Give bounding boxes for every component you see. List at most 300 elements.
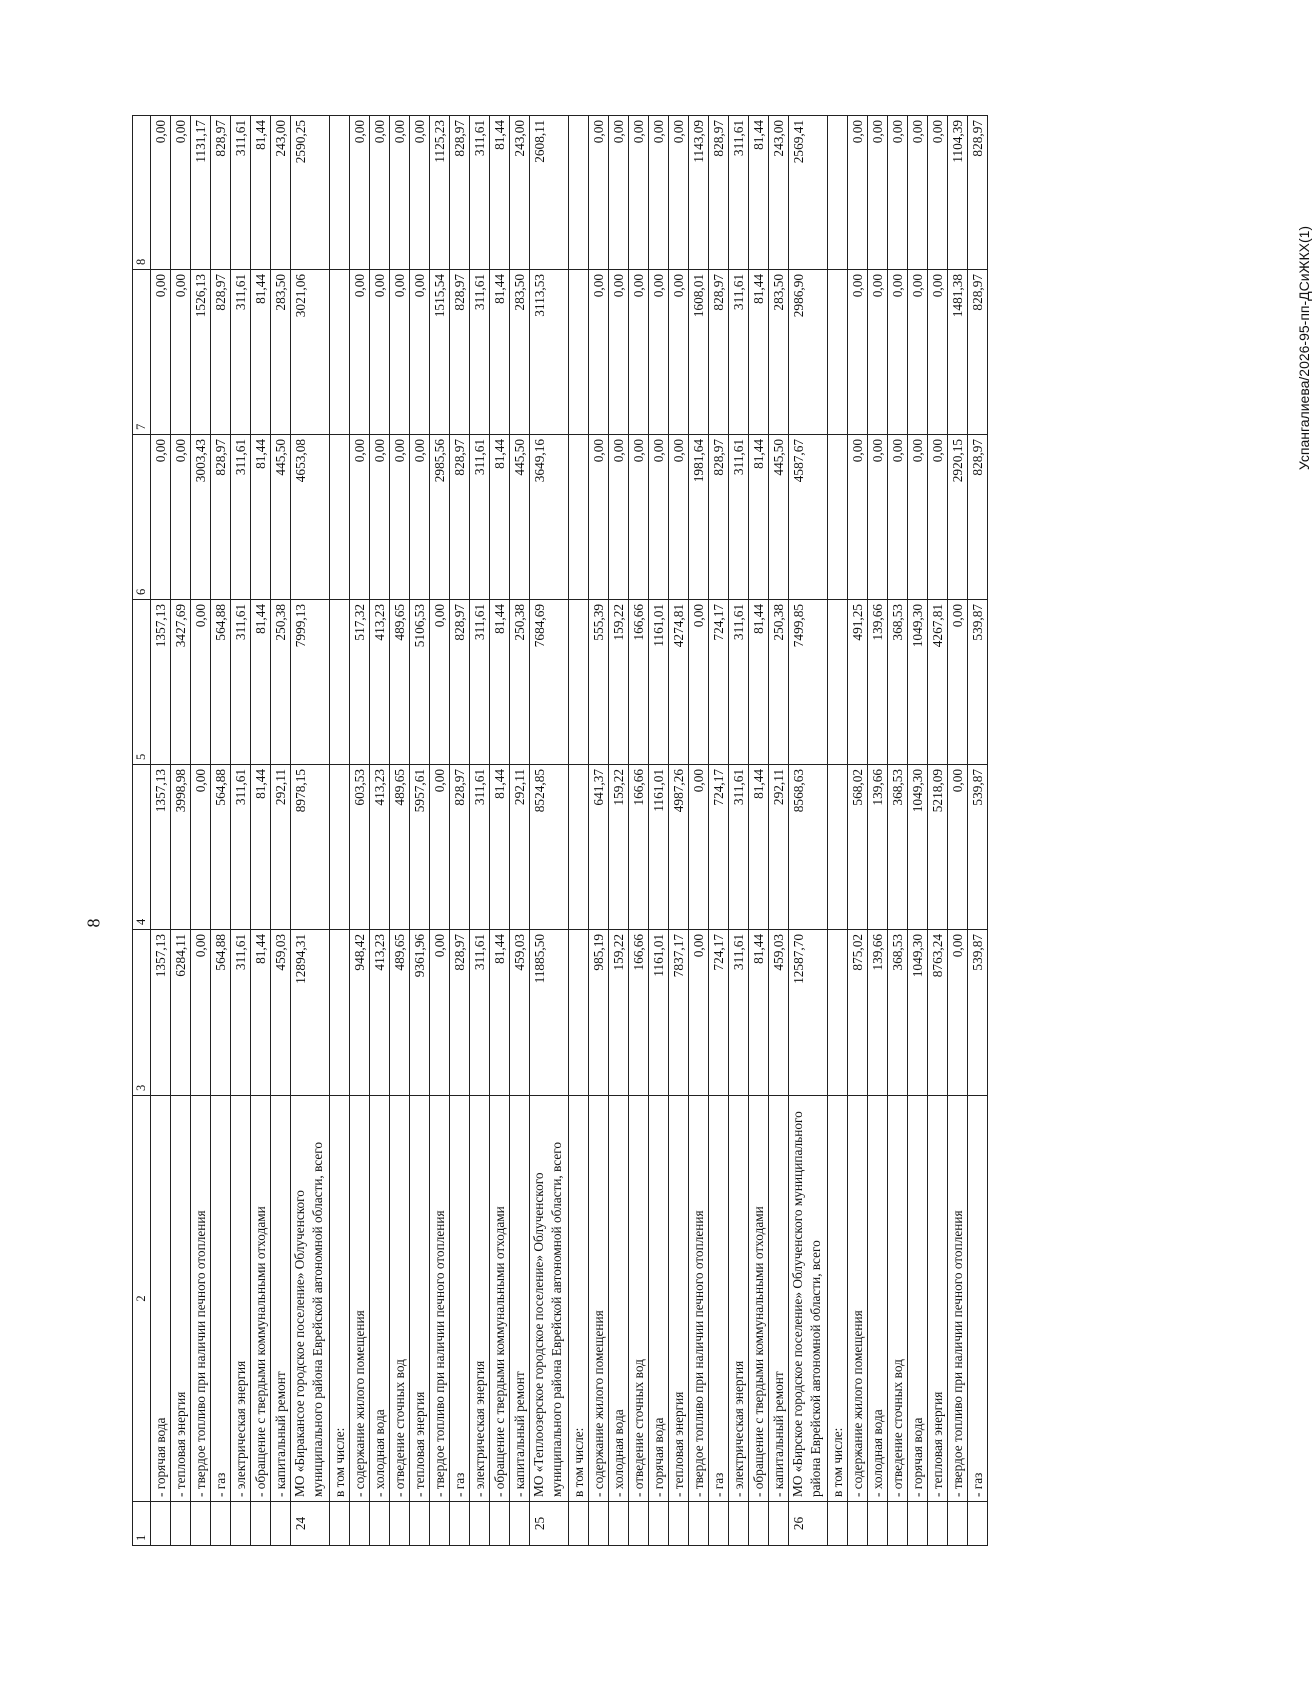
- value-cell: 3113,53: [530, 270, 569, 435]
- value-cell: 5957,61: [410, 765, 430, 930]
- value-cell: 0,00: [629, 116, 649, 270]
- value-cell: 413,23: [370, 765, 390, 930]
- value-cell: 2920,15: [948, 435, 968, 600]
- value-cell: 828,97: [450, 930, 470, 1096]
- value-cell: 0,00: [350, 116, 370, 270]
- value-cell: 0,00: [609, 270, 629, 435]
- value-cell: 5218,09: [928, 765, 948, 930]
- value-cell: 517,32: [350, 600, 370, 765]
- value-cell: 0,00: [948, 600, 968, 765]
- row-label: МО «Бирское городское поселение» Облученского муниципального района Еврейской автономной области, всего: [789, 1096, 828, 1502]
- table-row: [589, 116, 609, 1546]
- row-number: [271, 1502, 291, 1546]
- value-cell: 4274,81: [669, 600, 689, 765]
- table-row: [908, 116, 928, 1546]
- value-cell: 0,00: [948, 930, 968, 1096]
- table-row: [848, 116, 868, 1546]
- value-cell: 4987,26: [669, 765, 689, 930]
- value-cell: 828,97: [211, 270, 231, 435]
- col-header: 4: [133, 765, 151, 930]
- table-row: [450, 116, 470, 1546]
- value-cell: 0,00: [151, 116, 171, 270]
- value-cell: [569, 435, 589, 600]
- value-cell: 81,44: [749, 435, 769, 600]
- value-cell: 1481,38: [948, 270, 968, 435]
- row-number: [908, 1502, 928, 1546]
- row-label: - отведение сточных вод: [888, 1096, 908, 1502]
- value-cell: 828,97: [211, 435, 231, 600]
- table-row: [689, 116, 709, 1546]
- value-cell: 0,00: [589, 116, 609, 270]
- table-row: [868, 116, 888, 1546]
- row-number: [470, 1502, 490, 1546]
- row-label: - газ: [450, 1096, 470, 1502]
- value-cell: 828,97: [968, 435, 988, 600]
- value-cell: [828, 435, 848, 600]
- table-row: [609, 116, 629, 1546]
- row-label: - холодная вода: [370, 1096, 390, 1502]
- value-cell: 11885,50: [530, 930, 569, 1096]
- value-cell: 0,00: [649, 270, 669, 435]
- value-cell: 3649,16: [530, 435, 569, 600]
- value-cell: [828, 116, 848, 270]
- value-cell: 1161,01: [649, 930, 669, 1096]
- table-row: [410, 116, 430, 1546]
- row-number: [948, 1502, 968, 1546]
- value-cell: 7684,69: [530, 600, 569, 765]
- value-cell: 250,38: [271, 600, 291, 765]
- value-cell: 81,44: [490, 116, 510, 270]
- value-cell: 564,88: [211, 600, 231, 765]
- value-cell: 724,17: [709, 765, 729, 930]
- value-cell: 3003,43: [191, 435, 211, 600]
- table-row: [350, 116, 370, 1546]
- value-cell: 0,00: [430, 600, 450, 765]
- row-label: - содержание жилого помещения: [848, 1096, 868, 1502]
- value-cell: [569, 930, 589, 1096]
- value-cell: 81,44: [251, 600, 271, 765]
- value-cell: 0,00: [908, 435, 928, 600]
- value-cell: 0,00: [848, 435, 868, 600]
- value-cell: 0,00: [410, 435, 430, 600]
- row-label: МО «Теплоозерское городское поселение» Облученского муниципального района Еврейской автономной области, всего: [530, 1096, 569, 1502]
- value-cell: 283,50: [271, 270, 291, 435]
- value-cell: 8763,24: [928, 930, 948, 1096]
- row-number: [569, 1502, 589, 1546]
- table-row: [888, 116, 908, 1546]
- row-label: - содержание жилого помещения: [350, 1096, 370, 1502]
- value-cell: 828,97: [450, 765, 470, 930]
- row-number: [609, 1502, 629, 1546]
- value-cell: 81,44: [749, 270, 769, 435]
- table-row: [729, 116, 749, 1546]
- value-cell: 7499,85: [789, 600, 828, 765]
- table-row: [291, 116, 330, 1546]
- value-cell: 828,97: [450, 116, 470, 270]
- value-cell: 0,00: [888, 270, 908, 435]
- value-cell: 311,61: [729, 435, 749, 600]
- value-cell: [569, 765, 589, 930]
- value-cell: [828, 765, 848, 930]
- value-cell: 1125,23: [430, 116, 450, 270]
- value-cell: 0,00: [430, 930, 450, 1096]
- value-cell: 8978,15: [291, 765, 330, 930]
- row-number: [171, 1502, 191, 1546]
- value-cell: 166,66: [629, 600, 649, 765]
- table-row: [769, 116, 789, 1546]
- value-cell: 564,88: [211, 930, 231, 1096]
- table-row: [789, 116, 828, 1546]
- row-number: [191, 1502, 211, 1546]
- table-row: [370, 116, 390, 1546]
- value-cell: 0,00: [370, 116, 390, 270]
- value-cell: [828, 600, 848, 765]
- value-cell: 1131,17: [191, 116, 211, 270]
- table-row: [629, 116, 649, 1546]
- value-cell: 445,50: [769, 435, 789, 600]
- value-cell: 81,44: [749, 116, 769, 270]
- row-label: МО «Биракансое городское поселение» Облученского муниципального района Еврейской автономной области, всего: [291, 1096, 330, 1502]
- row-label: - газ: [709, 1096, 729, 1502]
- value-cell: 0,00: [629, 435, 649, 600]
- value-cell: 81,44: [490, 600, 510, 765]
- row-label: - электрическая энергия: [470, 1096, 490, 1502]
- value-cell: 2569,41: [789, 116, 828, 270]
- row-number: [490, 1502, 510, 1546]
- table-row: [151, 116, 171, 1546]
- row-label: - электрическая энергия: [231, 1096, 251, 1502]
- value-cell: 283,50: [510, 270, 530, 435]
- value-cell: 292,11: [271, 765, 291, 930]
- table-row: [928, 116, 948, 1546]
- table-row: [231, 116, 251, 1546]
- value-cell: 0,00: [171, 270, 191, 435]
- value-cell: 4267,81: [928, 600, 948, 765]
- value-cell: 0,00: [908, 116, 928, 270]
- value-cell: 1526,13: [191, 270, 211, 435]
- value-cell: 0,00: [689, 765, 709, 930]
- row-label: - обращение с твердыми коммунальными отходами: [749, 1096, 769, 1502]
- value-cell: 0,00: [948, 765, 968, 930]
- value-cell: 368,53: [888, 930, 908, 1096]
- header-row: [133, 116, 151, 1546]
- row-number: [231, 1502, 251, 1546]
- row-label: - тепловая энергия: [171, 1096, 191, 1502]
- value-cell: 311,61: [231, 600, 251, 765]
- row-label: - газ: [968, 1096, 988, 1502]
- row-label: - тепловая энергия: [669, 1096, 689, 1502]
- value-cell: 828,97: [450, 600, 470, 765]
- value-cell: 0,00: [430, 765, 450, 930]
- value-cell: 489,65: [390, 765, 410, 930]
- tariff-table-sheet: [132, 116, 1240, 1546]
- value-cell: [330, 116, 350, 270]
- value-cell: 250,38: [510, 600, 530, 765]
- value-cell: 7837,17: [669, 930, 689, 1096]
- table-row: [709, 116, 729, 1546]
- row-label: - отведение сточных вод: [629, 1096, 649, 1502]
- value-cell: 0,00: [171, 116, 191, 270]
- table-row: [968, 116, 988, 1546]
- value-cell: 0,00: [370, 435, 390, 600]
- value-cell: 459,03: [510, 930, 530, 1096]
- col-header: 1: [133, 1502, 151, 1546]
- row-number: [828, 1502, 848, 1546]
- value-cell: 1143,09: [689, 116, 709, 270]
- value-cell: 0,00: [908, 270, 928, 435]
- value-cell: 12587,70: [789, 930, 828, 1096]
- value-cell: 1608,01: [689, 270, 709, 435]
- value-cell: 292,11: [769, 765, 789, 930]
- value-cell: 0,00: [649, 435, 669, 600]
- value-cell: 0,00: [848, 116, 868, 270]
- value-cell: 243,00: [271, 116, 291, 270]
- table-row: [430, 116, 450, 1546]
- row-label: в том числе:: [569, 1096, 589, 1502]
- table-row: [649, 116, 669, 1546]
- value-cell: 1515,54: [430, 270, 450, 435]
- value-cell: 564,88: [211, 765, 231, 930]
- value-cell: 292,11: [510, 765, 530, 930]
- row-number: [151, 1502, 171, 1546]
- row-number: [450, 1502, 470, 1546]
- value-cell: [330, 765, 350, 930]
- row-label: - газ: [211, 1096, 231, 1502]
- row-number: [868, 1502, 888, 1546]
- value-cell: 948,42: [350, 930, 370, 1096]
- row-number: 26: [789, 1502, 828, 1546]
- value-cell: 159,22: [609, 765, 629, 930]
- row-number: [669, 1502, 689, 1546]
- row-label: - содержание жилого помещения: [589, 1096, 609, 1502]
- value-cell: 8568,63: [789, 765, 828, 930]
- page-number: 8: [83, 918, 104, 928]
- value-cell: 0,00: [629, 270, 649, 435]
- value-cell: 0,00: [689, 930, 709, 1096]
- value-cell: 12894,31: [291, 930, 330, 1096]
- row-number: [928, 1502, 948, 1546]
- value-cell: 828,97: [709, 116, 729, 270]
- value-cell: 0,00: [350, 270, 370, 435]
- row-number: [709, 1502, 729, 1546]
- value-cell: 0,00: [191, 600, 211, 765]
- row-label: - холодная вода: [868, 1096, 888, 1502]
- value-cell: 0,00: [669, 435, 689, 600]
- value-cell: 459,03: [769, 930, 789, 1096]
- value-cell: 0,00: [848, 270, 868, 435]
- row-number: [888, 1502, 908, 1546]
- col-header: 8: [133, 116, 151, 270]
- value-cell: 1357,13: [151, 930, 171, 1096]
- value-cell: 7999,13: [291, 600, 330, 765]
- table-row: [330, 116, 350, 1546]
- row-number: [729, 1502, 749, 1546]
- row-label: - горячая вода: [151, 1096, 171, 1502]
- value-cell: 413,23: [370, 930, 390, 1096]
- table-row: [470, 116, 490, 1546]
- value-cell: 0,00: [370, 270, 390, 435]
- value-cell: 539,87: [968, 930, 988, 1096]
- row-label: - отведение сточных вод: [390, 1096, 410, 1502]
- value-cell: 568,02: [848, 765, 868, 930]
- row-label: - твердое топливо при наличии печного отопления: [948, 1096, 968, 1502]
- col-header: 3: [133, 930, 151, 1096]
- table-row: [191, 116, 211, 1546]
- value-cell: 311,61: [231, 270, 251, 435]
- value-cell: 1161,01: [649, 765, 669, 930]
- row-label: - горячая вода: [649, 1096, 669, 1502]
- value-cell: 81,44: [749, 930, 769, 1096]
- value-cell: 311,61: [231, 435, 251, 600]
- value-cell: 0,00: [669, 270, 689, 435]
- row-label: - твердое топливо при наличии печного отопления: [689, 1096, 709, 1502]
- row-number: [848, 1502, 868, 1546]
- row-label: - электрическая энергия: [729, 1096, 749, 1502]
- col-header: 5: [133, 600, 151, 765]
- row-number: [769, 1502, 789, 1546]
- row-number: [649, 1502, 669, 1546]
- value-cell: 1357,13: [151, 765, 171, 930]
- col-header: 6: [133, 435, 151, 600]
- value-cell: 489,65: [390, 930, 410, 1096]
- row-number: [251, 1502, 271, 1546]
- table-row: [211, 116, 231, 1546]
- value-cell: 828,97: [968, 116, 988, 270]
- value-cell: 311,61: [470, 270, 490, 435]
- value-cell: 81,44: [490, 270, 510, 435]
- value-cell: 828,97: [709, 435, 729, 600]
- value-cell: 250,38: [769, 600, 789, 765]
- value-cell: 0,00: [868, 435, 888, 600]
- value-cell: 1049,30: [908, 600, 928, 765]
- table-row: [749, 116, 769, 1546]
- value-cell: 828,97: [968, 270, 988, 435]
- value-cell: 445,50: [271, 435, 291, 600]
- value-cell: 9361,96: [410, 930, 430, 1096]
- value-cell: [330, 600, 350, 765]
- value-cell: 1049,30: [908, 765, 928, 930]
- value-cell: 0,00: [589, 270, 609, 435]
- value-cell: [569, 116, 589, 270]
- value-cell: 1161,01: [649, 600, 669, 765]
- value-cell: 311,61: [729, 116, 749, 270]
- tariff-table: [132, 115, 988, 1546]
- value-cell: 0,00: [350, 435, 370, 600]
- value-cell: 1981,64: [689, 435, 709, 600]
- value-cell: 0,00: [928, 435, 948, 600]
- value-cell: 311,61: [729, 270, 749, 435]
- row-label: - твердое топливо при наличии печного отопления: [430, 1096, 450, 1502]
- value-cell: 159,22: [609, 600, 629, 765]
- value-cell: 445,50: [510, 435, 530, 600]
- value-cell: 4653,08: [291, 435, 330, 600]
- table-row: [171, 116, 191, 1546]
- row-number: [968, 1502, 988, 1546]
- value-cell: 5106,53: [410, 600, 430, 765]
- table-row: [251, 116, 271, 1546]
- row-number: [430, 1502, 450, 1546]
- value-cell: 3427,69: [171, 600, 191, 765]
- value-cell: 724,17: [709, 930, 729, 1096]
- value-cell: 159,22: [609, 930, 629, 1096]
- value-cell: 0,00: [390, 435, 410, 600]
- col-header: 2: [133, 1096, 151, 1502]
- row-number: [211, 1502, 231, 1546]
- value-cell: 413,23: [370, 600, 390, 765]
- value-cell: 368,53: [888, 765, 908, 930]
- value-cell: 491,25: [848, 600, 868, 765]
- value-cell: 81,44: [490, 435, 510, 600]
- value-cell: 1104,39: [948, 116, 968, 270]
- row-number: [629, 1502, 649, 1546]
- value-cell: [828, 270, 848, 435]
- row-label: - горячая вода: [908, 1096, 928, 1502]
- row-number: 24: [291, 1502, 330, 1546]
- value-cell: 0,00: [609, 435, 629, 600]
- row-label: - холодная вода: [609, 1096, 629, 1502]
- value-cell: 243,00: [510, 116, 530, 270]
- value-cell: 81,44: [251, 116, 271, 270]
- value-cell: 828,97: [211, 116, 231, 270]
- table-row: [490, 116, 510, 1546]
- row-label: - твердое топливо при наличии печного отопления: [191, 1096, 211, 1502]
- value-cell: 311,61: [729, 600, 749, 765]
- table-body: [151, 116, 988, 1546]
- table-row: [510, 116, 530, 1546]
- table-row: [530, 116, 569, 1546]
- row-number: [589, 1502, 609, 1546]
- value-cell: 724,17: [709, 600, 729, 765]
- table-row: [271, 116, 291, 1546]
- col-header: 7: [133, 270, 151, 435]
- row-number: 25: [530, 1502, 569, 1546]
- value-cell: 311,61: [470, 930, 490, 1096]
- value-cell: 6284,11: [171, 930, 191, 1096]
- value-cell: 0,00: [191, 930, 211, 1096]
- value-cell: 311,61: [231, 765, 251, 930]
- value-cell: 81,44: [251, 270, 271, 435]
- value-cell: 81,44: [490, 765, 510, 930]
- value-cell: [569, 600, 589, 765]
- row-label: - обращение с твердыми коммунальными отходами: [490, 1096, 510, 1502]
- value-cell: [330, 270, 350, 435]
- value-cell: 0,00: [589, 435, 609, 600]
- value-cell: 4587,67: [789, 435, 828, 600]
- document-reference: Успангалиева/2026-95-пп-ДСиЖКХ(1): [1296, 225, 1312, 471]
- value-cell: [569, 270, 589, 435]
- row-number: [689, 1502, 709, 1546]
- value-cell: 166,66: [629, 930, 649, 1096]
- value-cell: 828,97: [450, 435, 470, 600]
- table-row: [948, 116, 968, 1546]
- row-number: [330, 1502, 350, 1546]
- row-number: [350, 1502, 370, 1546]
- value-cell: 311,61: [729, 765, 749, 930]
- row-number: [390, 1502, 410, 1546]
- table-row: [569, 116, 589, 1546]
- value-cell: 311,61: [470, 765, 490, 930]
- value-cell: 0,00: [669, 116, 689, 270]
- value-cell: 539,87: [968, 765, 988, 930]
- value-cell: 603,53: [350, 765, 370, 930]
- value-cell: 985,19: [589, 930, 609, 1096]
- value-cell: 2986,90: [789, 270, 828, 435]
- row-number: [749, 1502, 769, 1546]
- value-cell: 828,97: [709, 270, 729, 435]
- row-label: - капитальный ремонт: [510, 1096, 530, 1502]
- row-number: [510, 1502, 530, 1546]
- value-cell: 459,03: [271, 930, 291, 1096]
